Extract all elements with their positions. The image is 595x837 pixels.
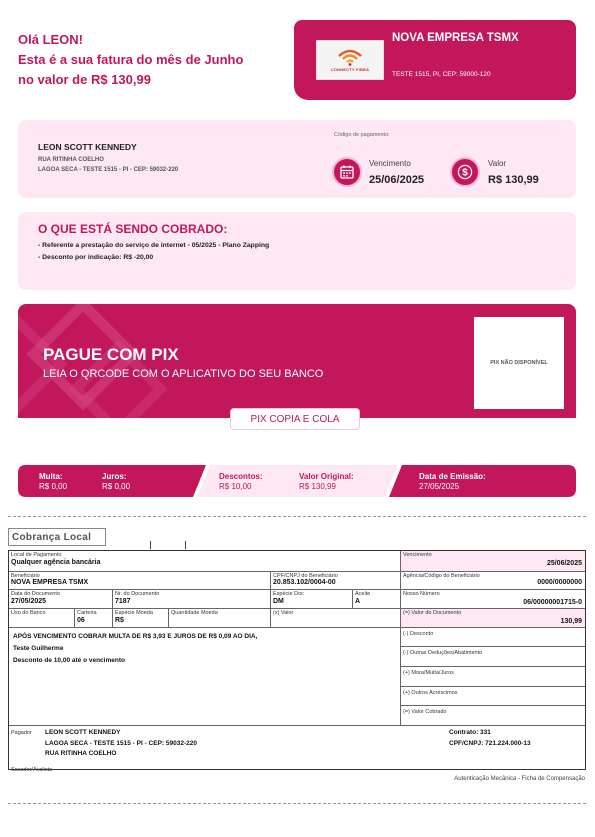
field-label: Aceite	[355, 591, 371, 597]
field-label: Espécie Doc	[273, 591, 304, 597]
field-label: (=) Valor Cobrado	[403, 709, 447, 715]
acrescimos-cell	[401, 687, 585, 706]
field-label: Uso do Banco	[11, 610, 46, 616]
vencimento-cell	[401, 551, 585, 572]
valor-documento-cell	[401, 609, 585, 628]
field-label: Vencimento	[403, 552, 432, 558]
valor-original-value: R$ 130,99	[299, 482, 336, 491]
valor-cobrado-cell	[401, 706, 585, 726]
field-label: Nosso Número	[403, 591, 440, 597]
field-label: (+) Outros Acréscimos	[403, 690, 458, 696]
greeting-amount: no valor de R$ 130,99	[18, 72, 151, 87]
field-label: (-) Desconto	[403, 631, 434, 637]
payment-code-label: Código de pagamento:	[334, 132, 390, 138]
cut-line	[8, 516, 586, 517]
boleto-header: Cobrança Local	[8, 528, 106, 546]
customer-city: LAGOA SECA - TESTE 1515 - PI - CEP: 59032-220	[38, 167, 179, 173]
local-pagamento-cell	[9, 551, 401, 572]
quantidade-moeda-cell	[169, 609, 271, 628]
field-label: Data do Documento	[11, 591, 60, 597]
field-label: Beneficiário	[11, 573, 40, 579]
divider	[150, 541, 151, 549]
field-value: A	[355, 598, 361, 605]
amount-label: Valor	[488, 159, 507, 168]
descontos-value: R$ 10,00	[219, 482, 252, 491]
field-value: Qualquer agência bancária	[11, 559, 101, 566]
field-label: CPF/CNPJ do Beneficiário	[273, 573, 338, 579]
charge-item: - Desconto por indicação: R$ -20,00	[38, 254, 154, 261]
data-documento-cell	[9, 590, 113, 609]
agencia-cell	[401, 572, 585, 590]
field-value: 7187	[115, 598, 131, 605]
deducoes-cell	[401, 647, 585, 667]
customer-street: RUA RITINHA COELHO	[38, 157, 104, 163]
field-value: 25/06/2025	[546, 560, 582, 567]
field-value: 06/00000001715-0	[523, 599, 582, 606]
desconto-cell	[401, 628, 585, 647]
field-value: DM	[273, 598, 284, 605]
mora-cell	[401, 667, 585, 687]
instruction-line: APÓS VENCIMENTO COBRAR MULTA DE R$ 3,93 E JUROS DE R$ 0,09 AO DIA,	[13, 633, 258, 640]
pagador-label: Pagador	[11, 730, 32, 736]
calendar-icon	[332, 157, 362, 187]
especie-moeda-cell	[113, 609, 169, 628]
amount-value: R$ 130,99	[488, 174, 539, 186]
field-label: Nr. do Documento	[115, 591, 160, 597]
pix-title: PAGUE COM PIX	[43, 345, 179, 364]
data-emissao-value: 27/05/2025	[419, 482, 460, 491]
customer-name: LEON SCOTT KENNEDY	[38, 142, 137, 152]
beneficiario-cell	[9, 572, 271, 590]
boleto-form	[8, 550, 586, 773]
logo-text: CONNECTY FIBRA	[330, 67, 370, 72]
company-name: NOVA EMPRESA TSMX	[392, 32, 519, 44]
charges-title: O QUE ESTÁ SENDO COBRADO:	[38, 222, 228, 236]
x-valor-cell	[271, 609, 401, 628]
field-value: 27/05/2025	[11, 598, 47, 605]
cpf-pagador: CPF/CNPJ: 721.224.000-13	[449, 740, 531, 747]
svg-text:$: $	[462, 167, 468, 179]
charges-panel	[18, 212, 576, 290]
summary-band-shape	[18, 465, 576, 497]
summary-band	[18, 465, 576, 497]
charge-item: - Referente a prestação do serviço de internet - 05/2025 - Plano Zapping	[38, 242, 270, 249]
field-label: Local de Pagamento	[11, 552, 62, 558]
field-label: Agência/Código do Beneficiário	[403, 573, 480, 579]
pix-section	[18, 304, 576, 418]
due-date-value: 25/06/2025	[369, 174, 425, 186]
field-value: 130,99	[560, 618, 582, 625]
pagador-street: RUA RITINHA COELHO	[45, 750, 117, 757]
autenticacao-mecanica: Autenticação Mecânica - Ficha de Compensação	[454, 776, 585, 782]
pix-copy-button[interactable]: PIX COPIA E COLA	[231, 409, 359, 429]
company-card	[294, 20, 576, 100]
multa-label: Multa:	[39, 472, 63, 481]
field-value: 0000/0000000	[537, 579, 582, 586]
aceite-cell	[353, 590, 401, 609]
field-label: Carteira	[77, 610, 97, 616]
greeting-month: Esta é a sua fatura do mês de Junho	[18, 52, 244, 67]
due-date-label: Vencimento	[369, 159, 411, 168]
cpf-beneficiario-cell	[271, 572, 401, 590]
company-logo	[316, 40, 384, 80]
pix-qrcode-placeholder	[474, 317, 564, 409]
juros-label: Juros:	[102, 472, 127, 481]
pagador-name: LEON SCOTT KENNEDY	[45, 729, 121, 736]
greeting	[18, 30, 288, 90]
field-label: (+) Mora/Multa/Juros	[403, 670, 454, 676]
data-emissao-label: Data de Emissão:	[419, 472, 486, 481]
field-value: 20.853.102/0004-00	[273, 579, 336, 586]
contrato: Contrato: 331	[449, 729, 491, 736]
nr-documento-cell	[113, 590, 271, 609]
descontos-label: Descontos:	[219, 472, 263, 481]
customer-panel	[18, 120, 576, 198]
greeting-name: Olá LEON!	[18, 32, 84, 47]
valor-original-label: Valor Original:	[299, 472, 354, 481]
instruction-line: Desconto de 10,00 até o vencimento	[13, 657, 125, 664]
instruction-line: Teste Guilherme	[13, 645, 64, 652]
field-label: (-) Outras Deduções/Abatimento	[403, 650, 483, 656]
juros-value: R$ 0,00	[102, 482, 131, 491]
carteira-cell	[75, 609, 113, 628]
field-value: R$	[115, 617, 124, 624]
uso-banco-cell	[9, 609, 75, 628]
field-label: (=) Valor do Documento	[403, 610, 462, 616]
field-label: (x) Valor	[273, 610, 294, 616]
sacador-label: Sacador/Avalista	[11, 767, 53, 773]
company-address: TESTE 1515, PI, CEP: 59000-120	[392, 71, 491, 78]
pagador-city: LAGOA SECA - TESTE 1515 - PI - CEP: 59032-220	[45, 740, 197, 747]
dollar-icon	[450, 157, 480, 187]
especie-doc-cell	[271, 590, 353, 609]
pix-unavailable-text: PIX NÃO DISPONÍVEL	[490, 360, 548, 366]
pix-subtitle: LEIA O QRCODE COM O APLICATIVO DO SEU BANCO	[43, 368, 324, 380]
cut-line	[8, 803, 586, 804]
field-value: 06	[77, 617, 85, 624]
nosso-numero-cell	[401, 590, 585, 609]
wifi-icon	[337, 48, 363, 66]
field-label: Quantidade Moeda	[171, 610, 218, 616]
field-label: Espécie Moeda	[115, 610, 153, 616]
multa-value: R$ 0,00	[39, 482, 68, 491]
instructions-cell	[9, 628, 401, 726]
field-value: NOVA EMPRESA TSMX	[11, 579, 89, 586]
divider	[185, 541, 186, 549]
